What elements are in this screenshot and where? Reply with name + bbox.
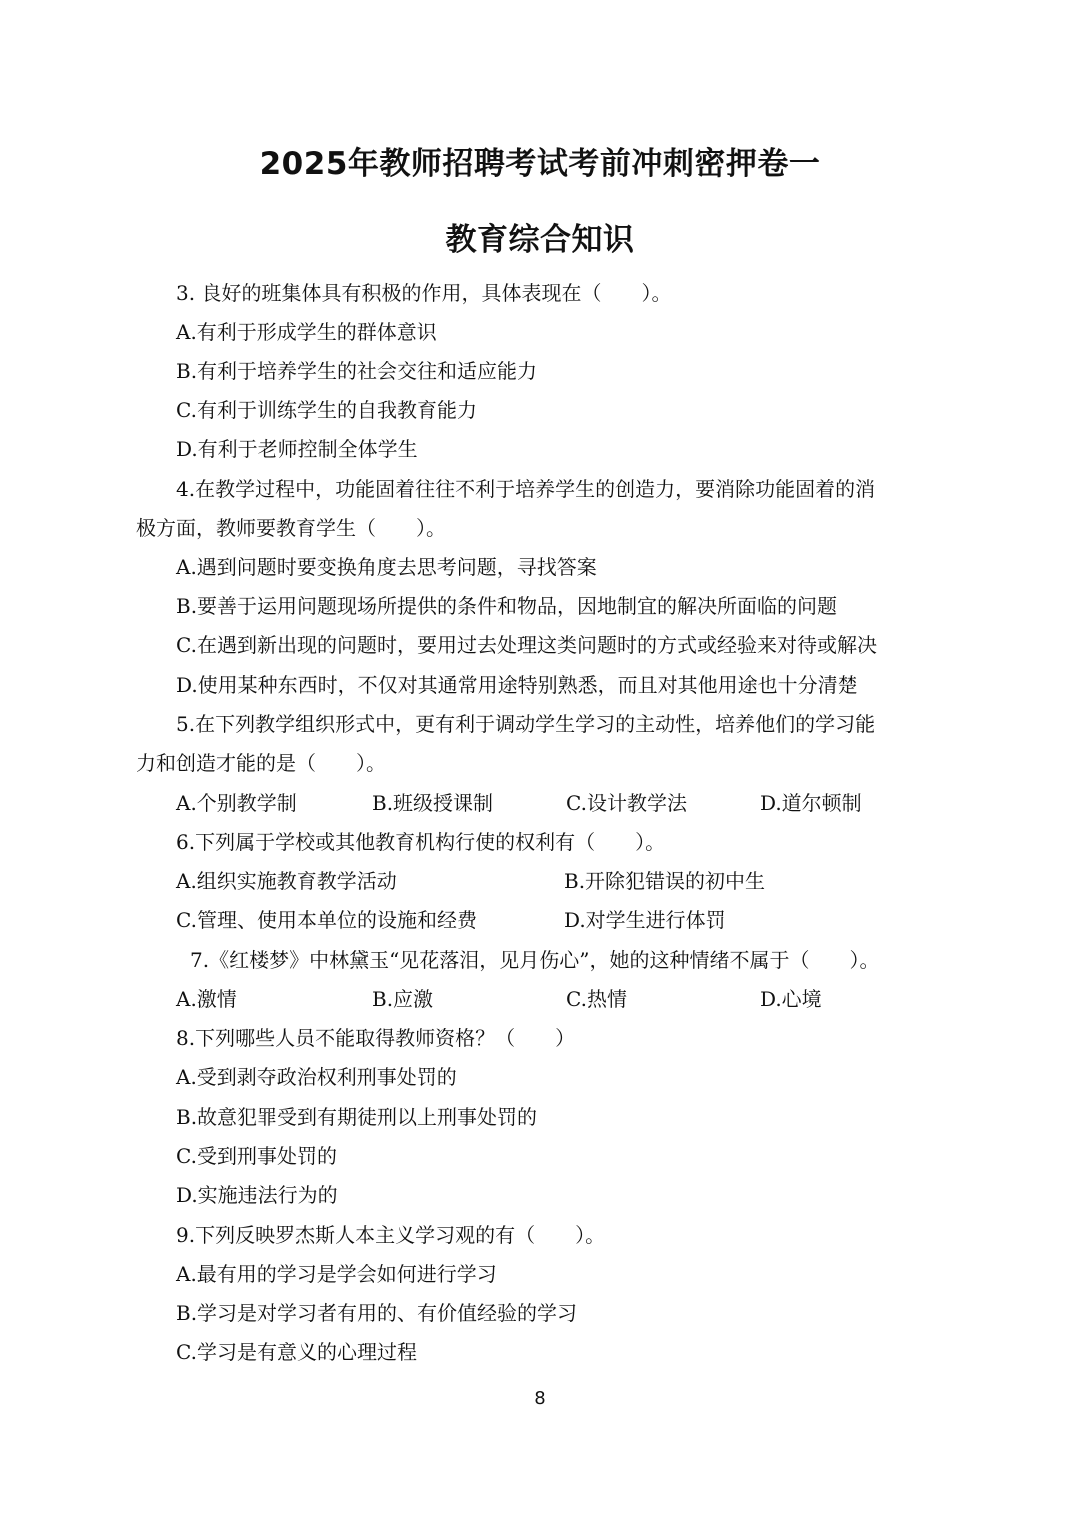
question-3-option-a: A.有利于形成学生的群体意识 [176,320,437,344]
question-9-option-c: C.学习是有意义的心理过程 [176,1340,417,1364]
question-8-option-a: A.受到剥夺政治权利刑事处罚的 [176,1065,457,1089]
question-7-option-a: A.激情 [176,987,237,1011]
question-4-option-d: D.使用某种东西时，不仅对其通常用途特别熟悉，而且对其他用途也十分清楚 [176,673,858,697]
question-7-stem: 7.《红楼梦》中林黛玉“见花落泪，见月伤心”，她的这种情绪不属于（ ）。 [190,948,880,972]
page-subtitle: 教育综合知识 [445,222,635,258]
question-7-option-d: D.心境 [760,987,822,1011]
question-4-option-b: B.要善于运用问题现场所提供的条件和物品，因地制宜的解决所面临的问题 [176,594,838,618]
question-5-options [0,784,1080,823]
question-8-option-d: D.实施违法行为的 [176,1183,338,1207]
question-4-stem-line-2: 极方面，教师要教育学生（ ）。 [136,516,446,540]
question-9-stem: 9.下列反映罗杰斯人本主义学习观的有（ ）。 [176,1223,606,1247]
question-7-option-b: B.应激 [372,987,434,1011]
question-8-option-b: B.故意犯罪受到有期徒刑以上刑事处罚的 [176,1105,538,1129]
page-number: 8 [534,1388,546,1409]
question-9-option-b: B.学习是对学习者有用的、有价值经验的学习 [176,1301,578,1325]
question-9-option-a: A.最有用的学习是学会如何进行学习 [176,1262,497,1286]
question-6-option-a: A.组织实施教育教学活动 [176,869,397,893]
question-3-stem: 3. 良好的班集体具有积极的作用，具体表现在（ ）。 [176,281,672,305]
page-title: 2025年教师招聘考试考前冲刺密押卷一 [259,146,821,182]
question-5-option-a: A.个别教学制 [176,791,297,815]
question-8-option-c: C.受到刑事处罚的 [176,1144,337,1168]
question-6-stem: 6.下列属于学校或其他教育机构行使的权利有（ ）。 [176,830,666,854]
question-6-option-d: D.对学生进行体罚 [564,908,726,932]
question-7-option-c: C.热情 [566,987,627,1011]
question-4-stem-line-1: 4.在教学过程中，功能固着往往不利于培养学生的创造力，要消除功能固着的消 [176,477,876,501]
question-4-option-a: A.遇到问题时要变换角度去思考问题，寻找答案 [176,555,597,579]
question-7-options [0,980,1080,1019]
question-3-option-c: C.有利于训练学生的自我教育能力 [176,398,477,422]
question-6-options-row-2 [0,901,1080,940]
question-4-option-c: C.在遇到新出现的问题时，要用过去处理这类问题时的方式或经验来对待或解决 [176,633,877,657]
question-6-option-b: B.开除犯错误的初中生 [564,869,766,893]
question-6-option-c: C.管理、使用本单位的设施和经费 [176,908,477,932]
question-5-stem-line-2: 力和创造才能的是（ ）。 [136,751,386,775]
question-8-stem: 8.下列哪些人员不能取得教师资格？（ ） [176,1026,576,1050]
question-5-option-c: C.设计教学法 [566,791,687,815]
question-3-option-d: D.有利于老师控制全体学生 [176,437,418,461]
question-5-option-d: D.道尔顿制 [760,791,862,815]
question-5-option-b: B.班级授课制 [372,791,494,815]
question-6-options-row-1 [0,862,1080,901]
question-3-option-b: B.有利于培养学生的社会交往和适应能力 [176,359,538,383]
question-5-stem-line-1: 5.在下列教学组织形式中，更有利于调动学生学习的主动性，培养他们的学习能 [176,712,876,736]
